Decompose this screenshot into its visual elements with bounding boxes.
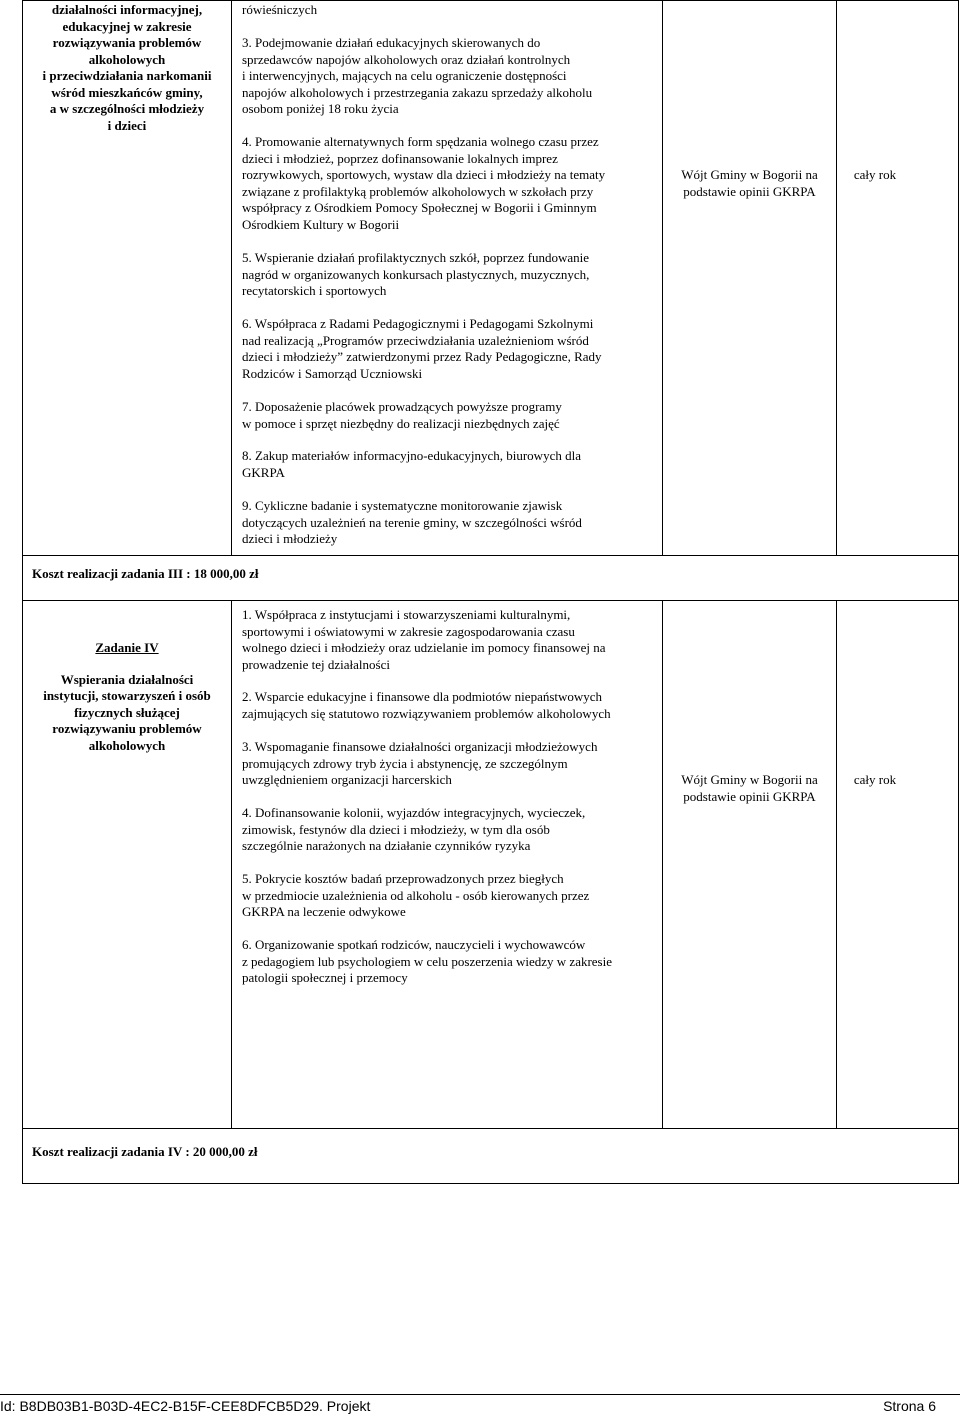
task3-title-line: rozwiązywania problemów <box>52 35 202 50</box>
task3-item-7: 7. Doposażenie placówek prowadzących powyższe programy w pomoce i sprzęt niezbędny do realizacji niezbędnych zajęć <box>242 399 562 431</box>
task4-heading: Zadanie IV <box>95 640 159 655</box>
task3-item-3: 3. Podejmowanie działań edukacyjnych skierowanych do sprzedawców napojów alkoholowych oraz działań kontrolnych i interwencyjnych, mających na celu ograniczenie dostępności napojów alkoholowych i przestrzegania zakazu sprzedaży alkoholu osobom poniżej 18 roku życia <box>242 35 593 116</box>
page-number: Strona 6 <box>883 1398 936 1414</box>
task4-item-5: 5. Pokrycie kosztów badań przeprowadzonych przez biegłych w przedmiocie uzależnienia od alkoholu - osób kierowanych przez GKRPA na leczenie odwykowe <box>242 871 590 919</box>
task4-title: Wspierania działalności instytucji, stowarzyszeń i osób fizycznych służącej rozwiązywaniu problemów alkoholowych <box>43 671 211 753</box>
task4-responsible: Wójt Gminy w Bogorii na podstawie opinii GKRPA <box>681 772 818 804</box>
task4-item-4: 4. Dofinansowanie kolonii, wyjazdów integracyjnych, wycieczek, zimowisk, festynów dla dzieci i młodzieży, w tym dla osób szczególnie narażonych na działanie czynników ryzyka <box>242 805 586 853</box>
task3-title-line: i przeciwdziałania narkomanii <box>42 68 212 83</box>
task3-title-line: wśród mieszkańców gminy, <box>51 84 203 100</box>
task4-item-6: 6. Organizowanie spotkań rodziców, nauczycieli i wychowawców z pedagogiem lub psychologiem w celu poszerzenia wiedzy w zakresie patologii społecznej i przemocy <box>242 937 612 985</box>
task3-title-line: a w szczególności młodzieży <box>49 101 205 116</box>
column-divider <box>662 600 663 1129</box>
footer-rule <box>0 1394 960 1395</box>
spacer <box>23 657 231 672</box>
task4-heading-block <box>23 640 231 754</box>
task4-term: cały rok <box>853 772 897 787</box>
task3-item-8: 8. Zakup materiałów informacyjno-edukacyjnych, biurowych dla GKRPA <box>242 448 581 480</box>
task3-term: cały rok <box>853 167 897 182</box>
task4-item-3: 3. Wspomaganie finansowe działalności organizacji młodzieżowych promujących zdrowy tryb życia i abstynencję, ze szczególnym uwzględnieniem organizacji harcerskich <box>242 739 598 787</box>
column-divider <box>662 0 663 556</box>
task3-continuation: rówieśniczych <box>242 2 318 17</box>
task3-item-9: 9. Cykliczne badanie i systematyczne monitorowanie zjawisk dotyczących uzależnień na terenie gminy, w szczególności wśród dzieci i młodzieży <box>242 498 582 546</box>
column-divider <box>231 0 232 556</box>
task4-item-2: 2. Wsparcie edukacyjne i finansowe dla podmiotów niepaństwowych zajmujących się statutowo rozwiązywaniem problemów alkoholowych <box>242 689 611 721</box>
task3-item-6: 6. Współpraca z Radami Pedagogicznymi i Pedagogami Szkolnymi nad realizacją „Programów przeciwdziałania uzależnieniom wśród dzieci i młodzieży” zatwierdzonymi przez Rady Pedagogiczne, Rady Rodziców i Samorząd Uczniowski <box>242 316 602 381</box>
task3-title <box>23 2 231 134</box>
task3-title-line: i dzieci <box>107 117 147 133</box>
task3-responsible: Wójt Gminy w Bogorii na podstawie opinii GKRPA <box>681 167 818 199</box>
column-divider <box>836 600 837 1129</box>
column-divider <box>231 600 232 1129</box>
column-divider <box>836 0 837 556</box>
task3-title-line: edukacyjnej w zakresie <box>62 18 192 34</box>
task3-cost: Koszt realizacji zadania III : 18 000,00 zł <box>32 566 259 581</box>
task3-item-5: 5. Wspieranie działań profilaktycznych szkół, poprzez fundowanie nagród w organizowanych konkursach plastycznych, muzycznych, recytatorskich i sportowych <box>242 250 590 298</box>
task3-title-line: alkoholowych <box>88 51 166 67</box>
document-id: Id: B8DB03B1-B03D-4EC2-B15F-CEE8DFCB5D29. Projekt <box>0 1398 371 1414</box>
task3-item-4: 4. Promowanie alternatywnych form spędzania wolnego czasu przez dzieci i młodzież, poprzez dofinansowanie lokalnych imprez rozrywkowych, sportowych, wystaw dla dzieci i młodzieży na tematy związane z profilaktyką problemów alkoholowych w szkołach przy współpracy z Ośrodkiem Pomocy Społecznej w Bogorii i Gminnym Ośrodkiem Kultury w Bogorii <box>242 134 606 232</box>
task3-title-line: działalności informacyjnej, <box>51 2 203 17</box>
task4-cost: Koszt realizacji zadania IV : 20 000,00 zł <box>32 1144 258 1159</box>
task4-item-1: 1. Współpraca z instytucjami i stowarzyszeniami kulturalnymi, sportowymi i oświatowymi w zakresie zagospodarowania czasu wolnego dzieci i młodzieży oraz udzielanie im pomocy finansowej na prowadzenie tej działalności <box>242 607 606 672</box>
